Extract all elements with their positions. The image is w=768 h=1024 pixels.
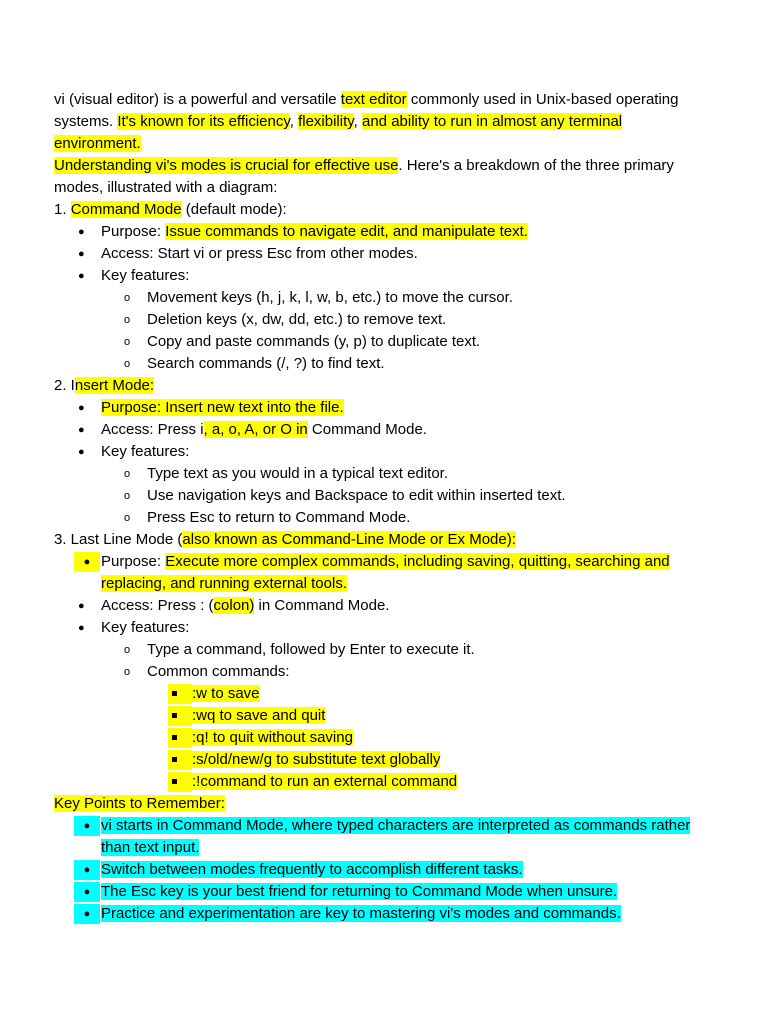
list-item: Purpose: Issue commands to navigate edit, and manipulate text. xyxy=(101,223,528,240)
circle-bullet-icon: o xyxy=(124,666,131,678)
bullet-icon: ● xyxy=(78,270,85,282)
highlight: Purpose: Insert new text into the file. xyxy=(101,399,344,416)
command-item xyxy=(192,772,457,793)
circle-bullet-icon: o xyxy=(124,358,131,370)
list-item: Key features: xyxy=(101,267,190,284)
highlight: Understanding vi's modes is crucial for effective use xyxy=(54,157,399,174)
highlight: :wq to save and quit xyxy=(192,707,326,724)
intro-line-1: vi (visual editor) is a powerful and versatile text editor commonly used in Unix-based operating xyxy=(54,91,679,108)
square-bullet-highlight xyxy=(168,706,192,726)
bullet-icon: ● xyxy=(74,816,100,836)
list-item: Access: Press i, a, o, A, or O in Command Mode. xyxy=(101,421,427,438)
circle-bullet-icon: o xyxy=(124,644,131,656)
bullet-icon: ● xyxy=(78,248,85,260)
highlight: Command Mode xyxy=(70,201,182,218)
square-bullet-icon xyxy=(172,691,177,696)
bullet-icon: ● xyxy=(74,860,100,880)
sub-list-item: Copy and paste commands (y, p) to duplicate text. xyxy=(147,333,481,350)
section-last-line-mode-heading: 3. Last Line Mode (also known as Command-Line Mode or Ex Mode): xyxy=(54,531,516,548)
square-bullet-icon xyxy=(172,713,177,718)
highlight: It's known for its efficiency xyxy=(117,113,290,130)
intro-line-3 xyxy=(54,134,141,155)
highlight: :s/old/new/g to substitute text globally xyxy=(192,751,441,768)
sub-list-item: Type a command, followed by Enter to execute it. xyxy=(147,641,475,658)
highlight: environment. xyxy=(54,135,141,152)
highlight: flexibility xyxy=(298,113,354,130)
highlight: colon) xyxy=(213,597,255,614)
highlight: , a, o, A, or O in xyxy=(203,421,308,438)
bullet-icon: ● xyxy=(74,552,100,572)
sub-list-item: Use navigation keys and Backspace to edit within inserted text. xyxy=(147,487,566,504)
highlight: :!command to run an external command xyxy=(192,773,458,790)
highlight: Switch between modes frequently to accomplish different tasks. xyxy=(101,861,523,878)
sub-list-item: Type text as you would in a typical text editor. xyxy=(147,465,448,482)
bullet-icon: ● xyxy=(78,446,85,458)
bullet-icon: ● xyxy=(78,226,85,238)
square-bullet-icon xyxy=(172,757,177,762)
bullet-icon: ● xyxy=(74,882,100,902)
key-points-heading xyxy=(54,794,225,815)
highlight: Issue commands to navigate edit, and manipulate text. xyxy=(165,223,528,240)
circle-bullet-icon: o xyxy=(124,292,131,304)
command-item xyxy=(192,684,260,705)
sub-list-item: Deletion keys (x, dw, dd, etc.) to remove text. xyxy=(147,311,447,328)
square-bullet-highlight xyxy=(168,684,192,704)
circle-bullet-icon: o xyxy=(124,336,131,348)
square-bullet-icon xyxy=(172,735,177,740)
circle-bullet-icon: o xyxy=(124,490,131,502)
highlight: :w to save xyxy=(192,685,260,702)
intro-line-5: modes, illustrated with a diagram: xyxy=(54,179,278,196)
highlight: vi starts in Command Mode, where typed characters are interpreted as commands rather xyxy=(101,817,691,834)
highlight: nsert Mode: xyxy=(74,377,155,394)
highlight: also known as Command-Line Mode or Ex Mode): xyxy=(182,531,516,548)
highlight: Execute more complex commands, including saving, quitting, searching and xyxy=(165,553,670,570)
bullet-icon: ● xyxy=(74,904,100,924)
highlight: replacing, and running external tools. xyxy=(101,575,347,592)
bullet-icon: ● xyxy=(78,402,85,414)
highlight: Key Points to Remember: xyxy=(54,795,225,812)
highlight: The Esc key is your best friend for returning to Command Mode when unsure. xyxy=(101,883,618,900)
section-command-mode-heading: 1. Command Mode (default mode): xyxy=(54,201,287,218)
list-item: Key features: xyxy=(101,619,190,636)
key-point-item xyxy=(101,860,523,881)
square-bullet-highlight xyxy=(168,750,192,770)
command-item xyxy=(192,728,353,749)
bullet-icon: ● xyxy=(78,424,85,436)
highlight: Practice and experimentation are key to mastering vi's modes and commands. xyxy=(101,905,621,922)
list-item: Key features: xyxy=(101,443,190,460)
list-item xyxy=(101,398,344,419)
sub-list-item: Press Esc to return to Command Mode. xyxy=(147,509,411,526)
list-item: Access: Press : (colon) in Command Mode. xyxy=(101,597,390,614)
command-item xyxy=(192,750,440,771)
highlight: than text input. xyxy=(101,839,200,856)
square-bullet-highlight xyxy=(168,772,192,792)
sub-list-item: Search commands (/, ?) to find text. xyxy=(147,355,385,372)
highlight: text editor xyxy=(340,91,407,108)
sub-list-item: Movement keys (h, j, k, l, w, b, etc.) to move the cursor. xyxy=(147,289,513,306)
square-bullet-highlight xyxy=(168,728,192,748)
intro-line-4: Understanding vi's modes is crucial for effective use. Here's a breakdown of the three primary xyxy=(54,157,674,174)
list-item: Access: Start vi or press Esc from other modes. xyxy=(101,245,418,262)
square-bullet-icon xyxy=(172,779,177,784)
intro-line-2: systems. It's known for its efficiency, flexibility, and ability to run in almost any terminal xyxy=(54,113,623,130)
circle-bullet-icon: o xyxy=(124,314,131,326)
section-insert-mode-heading: 2. Insert Mode: xyxy=(54,377,155,394)
circle-bullet-icon: o xyxy=(124,468,131,480)
highlight: and ability to run in almost any terminal xyxy=(362,113,623,130)
key-point-item xyxy=(101,882,617,903)
highlight: :q! to quit without saving xyxy=(192,729,353,746)
circle-bullet-icon: o xyxy=(124,512,131,524)
bullet-icon: ● xyxy=(78,622,85,634)
key-point-item xyxy=(101,904,621,925)
bullet-icon: ● xyxy=(78,600,85,612)
key-point-continuation xyxy=(101,838,199,859)
sub-list-item: Common commands: xyxy=(147,663,290,680)
list-item-continuation xyxy=(101,574,347,595)
list-item: Purpose: Execute more complex commands, including saving, quitting, searching and xyxy=(101,553,670,570)
command-item xyxy=(192,706,325,727)
key-point-item xyxy=(101,816,690,837)
